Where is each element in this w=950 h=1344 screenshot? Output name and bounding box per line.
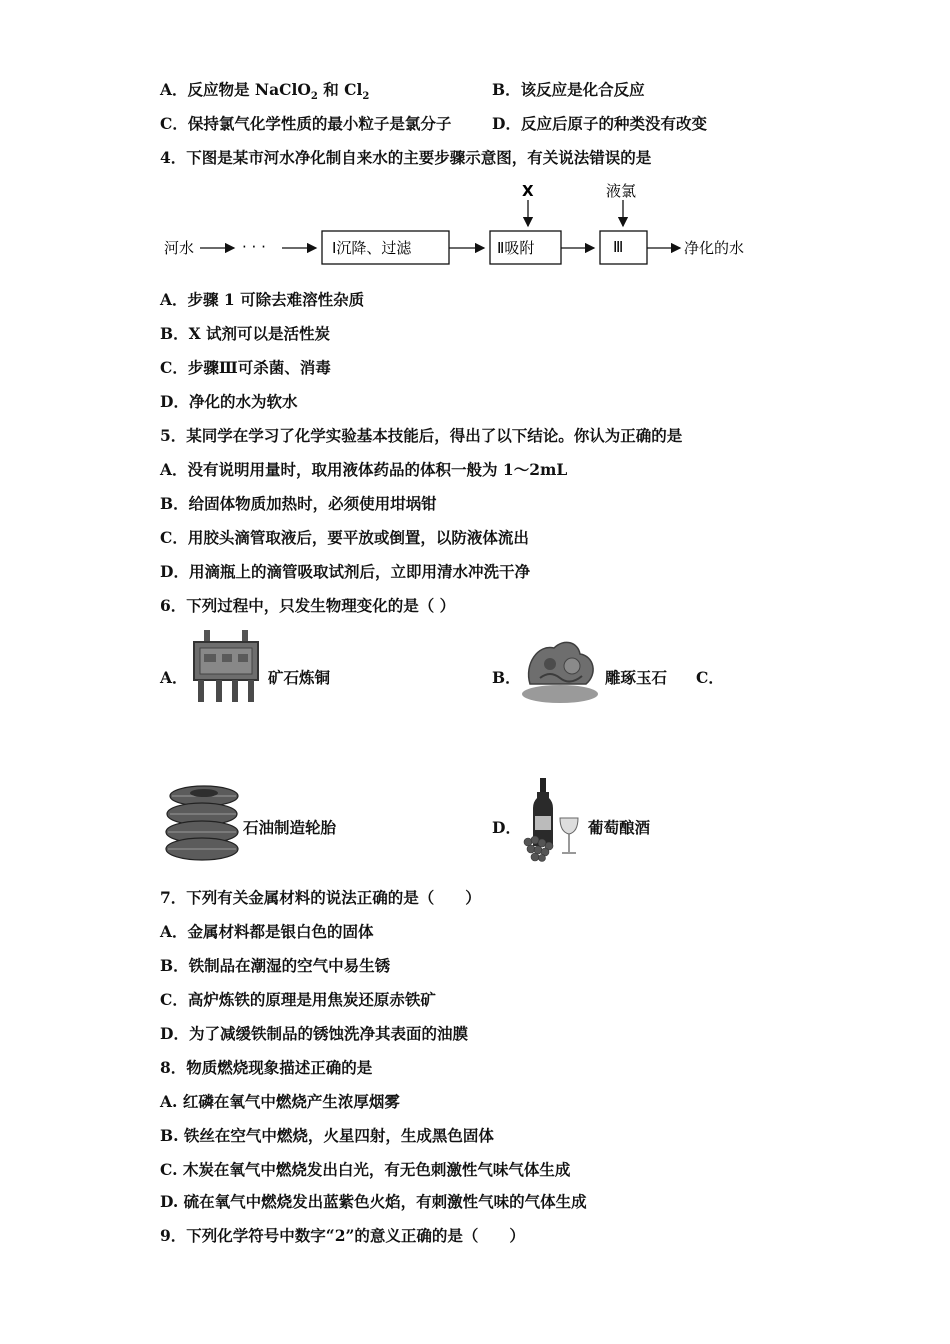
q4-option-a: A．步骤 1 可除去难溶性杂质 [160,290,365,309]
q3-option-a: A．反应物是 NaClO$_2$ 和 $Cl_2$ [160,80,370,103]
q4-option-d: D．净化的水为软水 [160,392,298,411]
bronze-ding-image [186,628,266,704]
q7-stem: 7．下列有关金属材料的说法正确的是（ ） [160,888,481,907]
q8-option-a: A. 红磷在氧气中燃烧产生浓厚烟雾 [160,1092,400,1111]
q8-option-c: C. 木炭在氧气中燃烧发出白光，有无色刺激性气味气体生成 [160,1160,571,1179]
tire-stack-image [164,782,240,862]
q3-option-d: D．反应后原子的种类没有改变 [492,114,707,133]
q5-option-a: A．没有说明用量时，取用液体药品的体积一般为 1～2mL [160,460,568,479]
input-x-label: X [522,182,534,200]
q7-option-a: A．金属材料都是银白色的固体 [160,922,374,941]
q5-stem: 5．某同学在学习了化学实验基本技能后，得出了以下结论。你认为正确的是 [160,426,683,445]
q4-stem: 4．下图是某市河水净化制自来水的主要步骤示意图，有关说法错误的是 [160,148,652,167]
q6-option-c-label: 石油制造轮胎 [243,818,337,837]
q4-option-c: C．步骤Ⅲ可杀菌、消毒 [160,358,331,377]
q5-option-b: B．给固体物质加热时，必须使用坩埚钳 [160,494,437,513]
diagram-dots: · · · [242,238,266,256]
q6-option-c-letter: C． [696,668,724,687]
q8-stem: 8．物质燃烧现象描述正确的是 [160,1058,373,1077]
q7-option-c: C．高炉炼铁的原理是用焦炭还原赤铁矿 [160,990,436,1009]
step2-label: Ⅱ吸附 [497,239,535,257]
q7-option-b: B．铁制品在潮湿的空气中易生锈 [160,956,391,975]
q9-stem: 9．下列化学符号中数字“2”的意义正确的是（ ） [160,1226,525,1245]
diagram-result: 净化的水 [684,239,745,257]
flow-diagram-svg [160,178,760,273]
q6-option-d-letter: D． [492,818,521,837]
diagram-source: 河水 [164,239,195,257]
q5-option-c: C．用胶头滴管取液后，要平放或倒置，以防液体流出 [160,528,529,547]
step3-box [600,231,647,264]
q5-option-d: D．用滴瓶上的滴管吸取试剂后，立即用清水冲洗干净 [160,562,530,581]
step1-label: Ⅰ沉降、过滤 [332,239,412,257]
step3-label: Ⅲ [613,238,624,256]
wine-grapes-image [522,776,582,862]
q7-option-d: D．为了减缓铁制品的锈蚀洗净其表面的油膜 [160,1024,468,1043]
input-chlorine-label: 液氯 [606,182,637,200]
q3-option-b: B．该反应是化合反应 [492,80,645,99]
q6-option-b-label: 雕琢玉石 [605,668,668,687]
q4-option-b: B．X 试剂可以是活性炭 [160,324,331,343]
water-purification-diagram [160,178,760,273]
q6-option-a-letter: A． [160,668,188,687]
q6-option-a-label: 矿石炼铜 [268,668,331,687]
q3-option-c: C．保持氯气化学性质的最小粒子是氯分子 [160,114,452,133]
q6-option-b-letter: B． [492,668,521,687]
q6-option-d-label: 葡萄酿酒 [588,818,651,837]
q8-option-b: B. 铁丝在空气中燃烧，火星四射，生成黑色固体 [160,1126,494,1145]
q8-option-d: D. 硫在氧气中燃烧发出蓝紫色火焰，有刺激性气味的气体生成 [160,1192,587,1211]
q6-stem: 6．下列过程中，只发生物理变化的是（ ） [160,596,456,615]
jade-carving-image [520,634,602,704]
